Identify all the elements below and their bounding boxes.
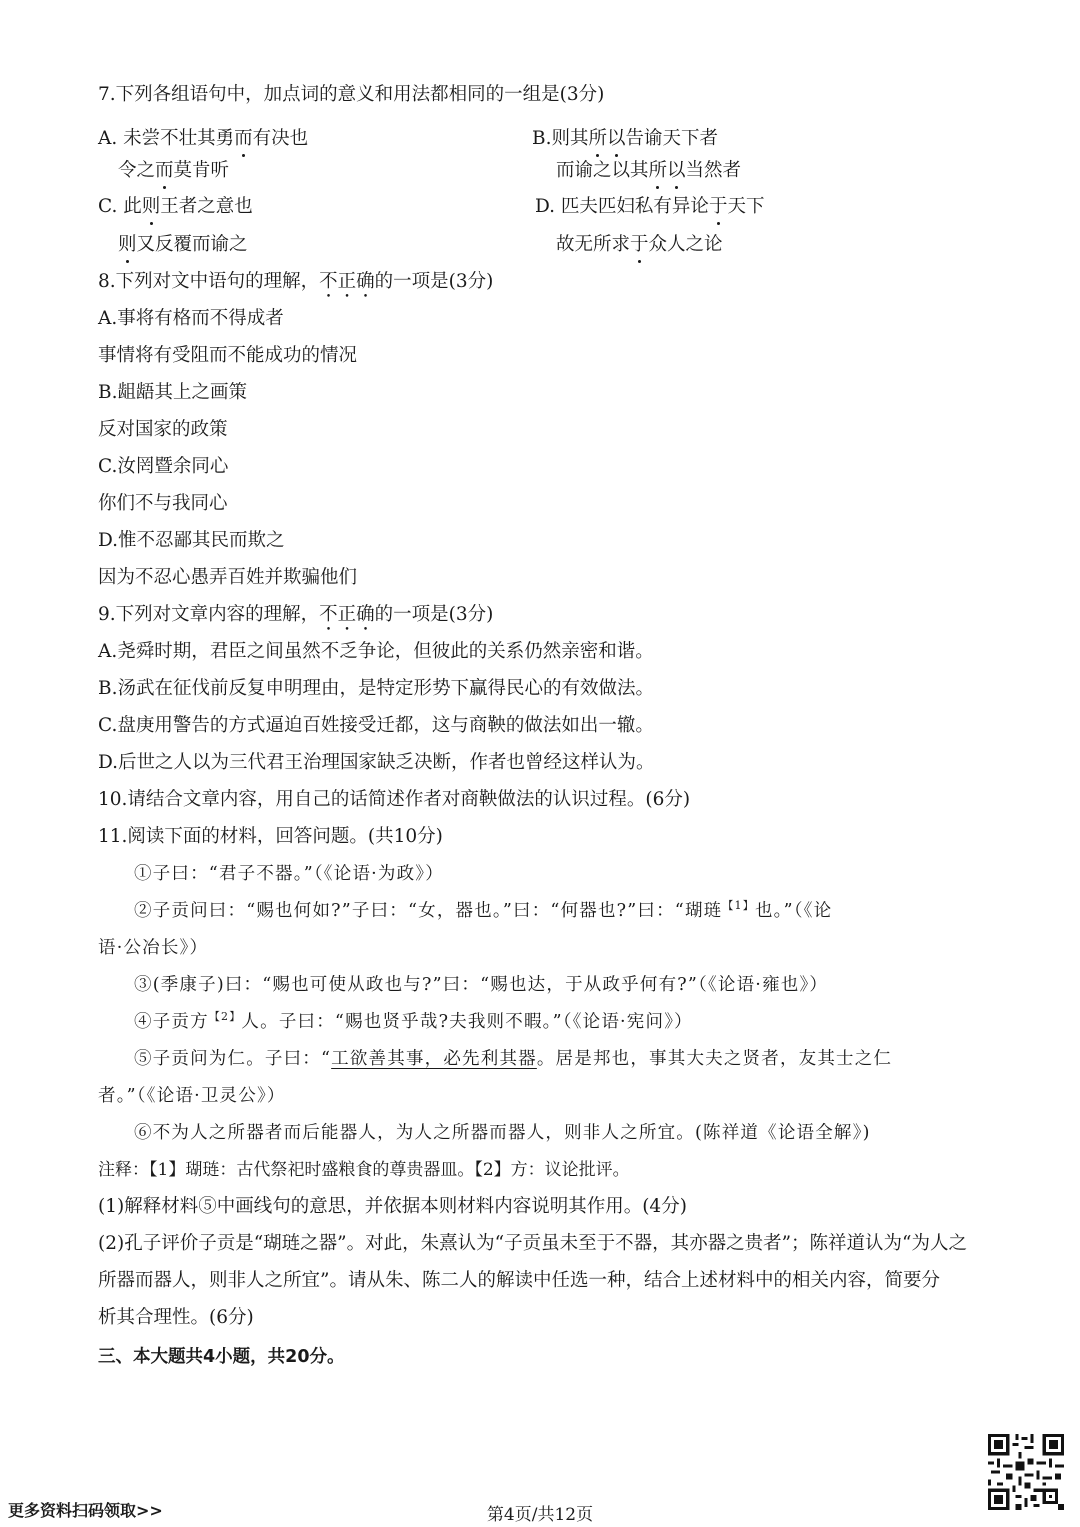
q10-stem: 10.请结合文章内容，用自己的话简述作者对商鞅做法的认识过程。(6分) (98, 789, 691, 810)
q9-stem (98, 602, 493, 635)
q11-material-5-cont: 者。”（《论语·卫灵公》） (98, 1086, 286, 1106)
q7-option-b-line2 (556, 158, 741, 184)
text: 有决也 (252, 128, 309, 149)
text: 又反覆而谕之 (136, 234, 248, 255)
q8-option-d: D.惟不忍鄙其民而欺之 (98, 530, 285, 551)
q7-option-d-line2 (556, 232, 723, 258)
q8-option-b-meaning: 反对国家的政策 (98, 419, 228, 440)
q9-option-b: B.汤武在征伐前反复申明理由，是特定形势下赢得民心的有效做法。 (98, 678, 654, 699)
footer-promo-link[interactable]: 更多资料扫码领取>> (8, 1501, 163, 1520)
q9-option-d: D.后世之人以为三代君王治理国家缺乏决断，作者也曾经这样认为。 (98, 752, 655, 773)
q11-material-5 (134, 1046, 892, 1072)
text: 莫肯听 (173, 160, 230, 181)
q7-option-c-line2 (118, 232, 248, 258)
q11-subquestion-2-line1: (2)孔子评价子贡是“瑚琏之器”。对此，朱熹认为“子贡虽未至于不器，其亦器之贵者”；陈祥道认为“为人之 (98, 1233, 967, 1254)
q8-option-d-meaning: 因为不忍心愚弄百姓并欺骗他们 (98, 567, 358, 588)
q8-option-c-meaning: 你们不与我同心 (98, 493, 228, 514)
text: 令之 (118, 160, 156, 181)
dotted-word: 于 (709, 194, 728, 220)
dotted-word: 于 (630, 232, 649, 258)
q11-material-2-cont: 语·公冶长》） (98, 938, 209, 958)
section-3-heading: 三、本大题共4小题，共20分。 (98, 1347, 345, 1367)
q8-stem (98, 269, 493, 302)
text: 的一项是(3分) (374, 604, 494, 625)
text: A. 未尝不壮其勇 (98, 128, 235, 149)
dotted-word: 不正确 (319, 271, 375, 292)
q7-option-a-line1 (98, 126, 308, 152)
qr-code-icon[interactable] (988, 1434, 1064, 1510)
text: 8.下列对文中语句的理解， (98, 271, 320, 292)
q11-subquestion-2-line2: 所器而器人，则非人之所宜”。请从朱、陈二人的解读中任选一种，结合上述材料中的相关内容，简要分 (98, 1270, 940, 1291)
dotted-word: 以 (607, 126, 626, 152)
text: D. 匹夫匹妇私有异论 (535, 196, 709, 217)
q9-option-c: C.盘庚用警告的方式逼迫百姓接受迁都，这与商鞅的做法如出一辙。 (98, 715, 654, 736)
q11-material-3: ③(季康子)曰：“赐也可使从政也与?”曰：“赐也达，于从政乎何有?”（《论语·雍也》） (134, 975, 829, 995)
text: ⑤子贡问为仁。子曰：“ (134, 1049, 332, 1069)
q7-option-a-line2 (118, 158, 229, 184)
text: B.则其 (532, 128, 589, 149)
page-number: 第4页/共12页 (486, 1505, 594, 1525)
q7-option-c-line1 (98, 194, 253, 220)
q8-option-a-meaning: 事情将有受阻而不能成功的情况 (98, 345, 358, 366)
dotted-word: 而 (234, 126, 253, 152)
q11-material-4 (134, 1009, 693, 1035)
text: 天下 (727, 196, 765, 217)
q11-subquestion-1: (1)解释材料⑤中画线句的意思，并依据本则材料内容说明其作用。(4分) (98, 1196, 687, 1217)
q11-material-1: ①子曰：“君子不器。”（《论语·为政》） (134, 864, 444, 884)
dotted-word: 而 (155, 158, 174, 184)
dotted-word: 则 (118, 232, 137, 258)
q11-material-6: ⑥不为人之所器者而后能器人，为人之所器而器人，则非人之所宜。(陈祥道《论语全解》) (134, 1123, 871, 1143)
dotted-word: 所 (649, 158, 668, 184)
q8-option-b: B.龃龉其上之画策 (98, 382, 247, 403)
q11-material-2 (134, 898, 832, 924)
text: ②子贡问曰：“赐也何如?”子曰：“女，器也。”曰：“何器也?”曰：“瑚琏 (134, 901, 723, 921)
q7-option-d-line1 (535, 194, 764, 220)
dotted-word: 则 (142, 194, 161, 220)
q11-stem: 11.阅读下面的材料，回答问题。(共10分) (98, 826, 443, 847)
q7-stem: 7.下列各组语句中，加点词的意义和用法都相同的一组是(3分) (98, 84, 605, 105)
text: 人。子曰：“赐也贤乎哉?夫我则不暇。”（《论语·宪问》） (241, 1012, 693, 1032)
text: C. 此 (98, 196, 142, 217)
q8-option-c: C.汝罔暨余同心 (98, 456, 229, 477)
text: 王者之意也 (160, 196, 253, 217)
q11-notes: 注释：【1】瑚琏：古代祭祀时盛粮食的尊贵器皿。【2】方：议论批评。 (98, 1160, 630, 1180)
text: 而谕之以其 (556, 160, 649, 181)
footnote-marker: 【1】 (722, 899, 755, 913)
q9-option-a: A.尧舜时期，君臣之间虽然不乏争论，但彼此的关系仍然亲密和谐。 (98, 641, 654, 662)
underlined-sentence: 工欲善其事，必先利其器 (331, 1049, 537, 1069)
q7-option-b-line1 (532, 126, 718, 152)
qr-code-graphic (988, 1434, 1064, 1510)
text: 也。”（《论 (754, 901, 833, 921)
dotted-word: 所 (588, 126, 607, 152)
q8-option-a: A.事将有格而不得成者 (98, 308, 284, 329)
text: 故无所求 (556, 234, 631, 255)
dotted-word: 以 (667, 158, 686, 184)
text: 众人之论 (648, 234, 723, 255)
text: 当然者 (685, 160, 742, 181)
text: 。居是邦也，事其大夫之贤者，友其士之仁 (536, 1049, 893, 1069)
text: 的一项是(3分) (374, 271, 494, 292)
footnote-marker: 【2】 (208, 1010, 242, 1024)
text: 9.下列对文章内容的理解， (98, 604, 320, 625)
text: 告谕天下者 (625, 128, 719, 149)
q11-subquestion-2-line3: 析其合理性。(6分) (98, 1307, 254, 1328)
text: ④子贡方 (134, 1012, 209, 1032)
dotted-word: 不正确 (319, 604, 375, 625)
